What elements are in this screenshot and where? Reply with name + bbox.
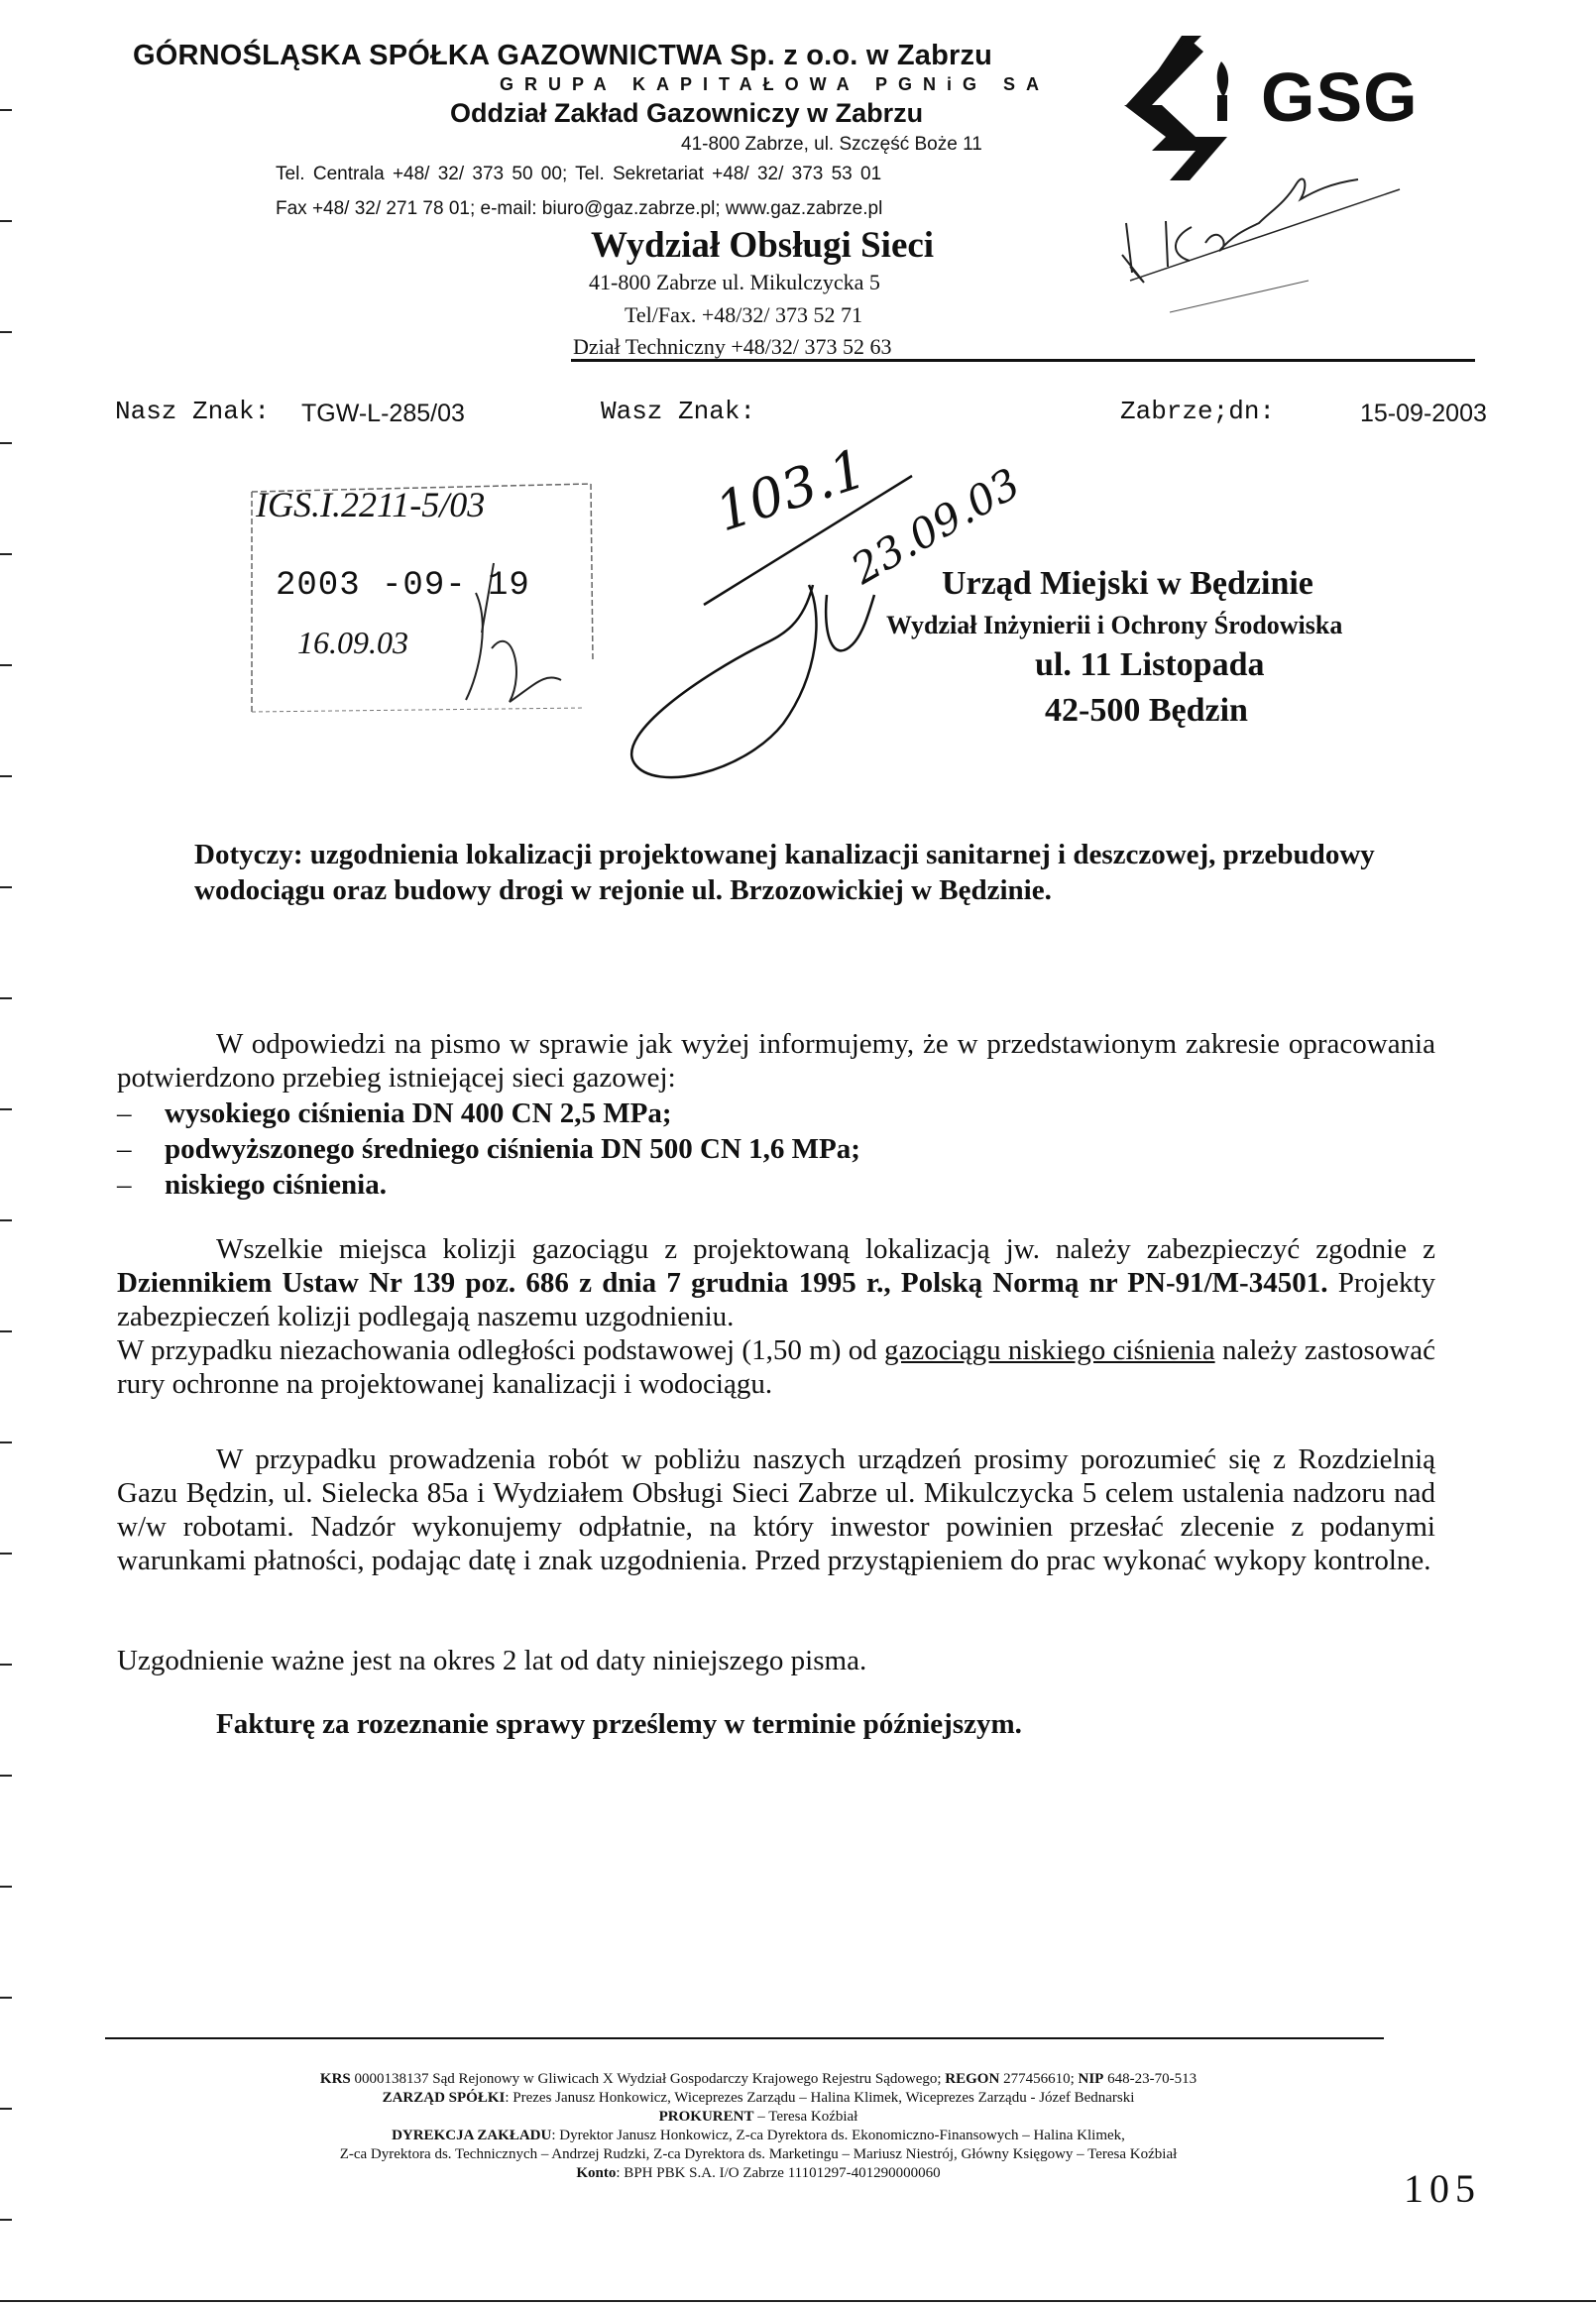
margin-tick: [0, 2108, 12, 2110]
invoice-note: Fakturę za rozeznanie sprawy prześlemy w terminie późniejszym.: [216, 1708, 1022, 1740]
recipient-department: Wydział Inżynierii i Ochrony Środowiska: [886, 611, 1343, 639]
date-label: Zabrze;dn:: [1120, 397, 1276, 426]
our-reference-value: TGW-L-285/03: [301, 400, 465, 427]
date-value: 15-09-2003: [1360, 400, 1487, 427]
footer-line: Konto: BPH PBK S.A. I/O Zabrze 11101297-401290000060: [576, 2165, 941, 2181]
footer-line: KRS 0000138137 Sąd Rejonowy w Gliwicach X Wydział Gospodarczy Krajowego Rejestru Sądowego; REGON 277456610; NIP 648-23-70-513: [319, 2071, 1197, 2087]
company-phones: Tel. Centrala +48/ 32/ 373 50 00; Tel. Sekretariat +48/ 32/ 373 53 01: [276, 164, 882, 184]
department-address: 41-800 Zabrze ul. Mikulczycka 5: [589, 270, 880, 294]
margin-tick: [0, 442, 12, 444]
page-number: 105: [1404, 2166, 1481, 2211]
margin-tick: [0, 1330, 12, 1332]
list-item: – podwyższonego średniego ciśnienia DN 500 CN 1,6 MPa;: [117, 1131, 1406, 1167]
recipient-city: 42-500 Będzin: [1045, 692, 1248, 729]
letter-subject: Dotyczy: uzgodnienia lokalizacji projektowanej kanalizacji sanitarnej i deszczowej, przebudowy wodociągu oraz budowy drogi w rejonie ul. Brzozowickiej w Będzinie.: [194, 839, 1375, 906]
list-item: – wysokiego ciśnienia DN 400 CN 2,5 MPa;: [117, 1095, 1406, 1131]
your-reference-label: Wasz Znak:: [601, 397, 756, 426]
body-paragraph-3: W przypadku prowadzenia robót w pobliżu naszych urządzeń prosimy porozumieć się z Rozdzielnią Gazu Będzin, ul. Sielecka 85a i Wydziałem Obsługi Sieci Zabrze ul. Mikulczycka 5 celem ustalenia nadzoru nad w/w robotami. Nadzór wykonujemy odpłatnie, na który inwestor powinien przesłać zlecenie z podanymi warunkami płatności, podając datę i znak uzgodnienia. Przed przystąpieniem do prac wykonać wykopy kontrolne.: [117, 1443, 1435, 1576]
recipient-street: ul. 11 Listopada: [1035, 646, 1265, 683]
body-paragraph-1: W odpowiedzi na pismo w sprawie jak wyżej informujemy, że w przedstawionym zakresie opracowania potwierdzono przebieg istniejącej sieci gazowej:: [117, 1028, 1435, 1094]
company-logo-text: GSG: [1261, 58, 1419, 136]
company-fax-contact: Fax +48/ 32/ 271 78 01; e-mail: biuro@gaz.zabrze.pl; www.gaz.zabrze.pl: [276, 198, 883, 219]
margin-tick: [0, 775, 12, 777]
page-bottom-edge: [0, 2300, 1596, 2302]
body-paragraph-2: [117, 1232, 1435, 1401]
handwritten-date: 23.09.03: [843, 458, 1028, 594]
margin-tick: [0, 1219, 12, 1221]
recipient-name: Urząd Miejski w Będzinie: [942, 565, 1313, 602]
margin-tick: [0, 664, 12, 666]
margin-tick: [0, 2219, 12, 2221]
margin-tick: [0, 220, 12, 222]
department-name: Wydział Obsługi Sieci: [591, 225, 935, 266]
margin-tick: [0, 1553, 12, 1555]
company-registration-footer: [129, 2070, 1388, 2183]
margin-tick: [0, 109, 12, 111]
paragraph-text: Wszelkie miejsca kolizji gazociągu z projektowaną lokalizacją jw. należy zabezpieczyć zgodnie z: [216, 1233, 1435, 1265]
margin-tick: [0, 1664, 12, 1666]
paragraph-text: W przypadku niezachowania odległości podstawowej (1,50 m) od: [117, 1334, 885, 1366]
our-reference-label: Nasz Znak:: [115, 397, 271, 426]
company-logo-icon: [1104, 34, 1253, 182]
margin-tick: [0, 1441, 12, 1443]
footer-line: DYREKCJA ZAKŁADU: Dyrektor Janusz Honkowicz, Z-ca Dyrektora ds. Ekonomiczno-Finansowych – Halina Klimek,: [392, 2128, 1125, 2143]
margin-tick: [0, 886, 12, 888]
department-technical: Dział Techniczny +48/32/ 373 52 63: [573, 334, 892, 359]
group-name: GRUPA KAPITAŁOWA PGNiG SA: [500, 74, 1051, 94]
footer-line: ZARZĄD SPÓŁKI: Prezes Janusz Honkowicz, Wiceprezes Zarządu – Halina Klimek, Wiceprezes Zarządu - Józef Bednarski: [382, 2090, 1135, 2106]
stamp-date: 2003 -09- 19: [276, 567, 530, 605]
gas-network-list: [117, 1095, 1406, 1203]
stamp-handwritten-note: 16.09.03: [297, 625, 408, 660]
margin-tick: [0, 1108, 12, 1110]
body-paragraph-4: Uzgodnienie ważne jest na okres 2 lat od daty niniejszego pisma.: [117, 1645, 867, 1676]
underlined-text: gazociągu niskiego ciśnienia: [884, 1334, 1215, 1366]
handwritten-number: 103.1: [708, 436, 874, 544]
department-telfax: Tel/Fax. +48/32/ 373 52 71: [625, 302, 863, 327]
header-divider: [571, 359, 1475, 362]
footer-divider: [105, 2037, 1384, 2039]
margin-tick: [0, 1886, 12, 1888]
legal-reference: Dziennikiem Ustaw Nr 139 poz. 686 z dnia 7 grudnia 1995 r., Polską Normą nr PN-91/M-34501.: [117, 1267, 1328, 1299]
margin-tick: [0, 997, 12, 999]
company-address: 41-800 Zabrze, ul. Szczęść Boże 11: [681, 134, 982, 155]
margin-tick: [0, 1775, 12, 1777]
margin-tick: [0, 553, 12, 555]
handwritten-signature-top-icon: [1110, 164, 1408, 352]
margin-tick: [0, 1997, 12, 1999]
footer-line: PROKURENT – Teresa Koźbiał: [658, 2109, 858, 2125]
paragraph-text: Projekty zabezpieczeń kolizji podlegają naszemu uzgodnieniu.: [117, 1267, 1435, 1332]
margin-tick: [0, 331, 12, 333]
company-name: GÓRNOŚLĄSKA SPÓŁKA GAZOWNICTWA Sp. z o.o. w Zabrzu: [133, 40, 993, 71]
footer-line: Z-ca Dyrektora ds. Technicznych – Andrzej Rudzki, Z-ca Dyrektora ds. Marketingu – Mariusz Niestrój, Główny Księgowy – Teresa Koźbiał: [339, 2146, 1178, 2162]
stamp-registration-number: IGS.I.2211-5/03: [256, 485, 486, 524]
list-item: – niskiego ciśnienia.: [117, 1167, 1406, 1203]
branch-name: Oddział Zakład Gazowniczy w Zabrzu: [450, 98, 924, 128]
paragraph-text: należy zastosować rury ochronne na projektowanej kanalizacji i wodociągu.: [117, 1334, 1436, 1400]
